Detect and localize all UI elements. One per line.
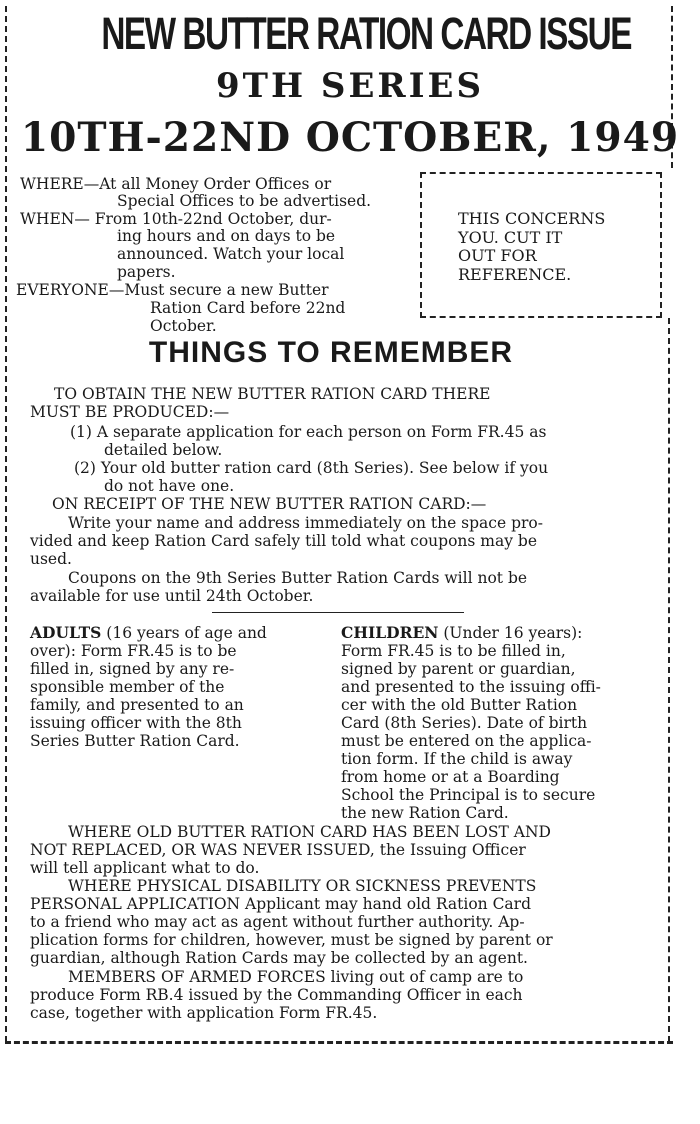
adults-column — [30, 624, 267, 750]
left-border-rule — [5, 6, 7, 1042]
notice-line: YOU. CUT IT — [458, 227, 563, 247]
receipt-line: Coupons on the 9th Series Butter Ration Cards will not be — [68, 569, 528, 587]
children-line: from home or at a Boarding — [341, 768, 560, 786]
headline-series: 9TH SERIES — [215, 66, 485, 106]
adults-line: issuing officer with the 8th — [30, 714, 242, 732]
adults-lead: ADULTS — [30, 623, 102, 642]
obtain-line: TO OBTAIN THE NEW BUTTER RATION CARD THERE — [54, 385, 491, 403]
receipt-line: used. — [30, 550, 72, 568]
everyone-line: EVERYONE—Must secure a new Butter — [16, 281, 329, 299]
when-line: WHEN— From 10th-22nd October, dur- — [20, 210, 332, 228]
when-line: ing hours and on days to be — [117, 227, 336, 245]
obtain-line: MUST BE PRODUCED:— — [30, 403, 230, 421]
disability-line: PERSONAL APPLICATION Applicant may hand old Ration Card — [30, 895, 532, 913]
children-line: Form FR.45 is to be filled in, — [341, 642, 566, 660]
children-line: must be entered on the applica- — [341, 732, 592, 750]
receipt-line: available for use until 24th October. — [30, 587, 314, 605]
where-line: Special Offices to be advertised. — [117, 192, 372, 210]
when-line: papers. — [117, 263, 176, 281]
armed-line: case, together with application Form FR.45. — [30, 1004, 378, 1022]
headline-dates: 10TH-22ND OCTOBER, 1949 — [20, 114, 680, 161]
notice-box — [420, 172, 662, 318]
lost-line: NOT REPLACED, OR WAS NEVER ISSUED, the Issuing Officer — [30, 841, 526, 859]
disability-line: guardian, although Ration Cards may be collected by an agent. — [30, 949, 528, 967]
children-line: signed by parent or guardian, — [341, 660, 576, 678]
receipt-line: vided and keep Ration Card safely till told what coupons may be — [30, 532, 537, 550]
adults-line: sponsible member of the — [30, 678, 225, 696]
where-line: WHERE—At all Money Order Offices or — [20, 175, 332, 193]
disability-line: to a friend who may act as agent without further authority. Ap- — [30, 913, 525, 931]
when-line: announced. Watch your local — [117, 245, 345, 263]
children-line: the new Ration Card. — [341, 804, 509, 822]
obtain-item: do not have one. — [104, 477, 235, 495]
children-lead: CHILDREN — [341, 623, 439, 642]
receipt-line: Write your name and address immediately on the space pro- — [68, 514, 543, 532]
section-title: THINGS TO REMEMBER — [148, 336, 514, 369]
children-line: School the Principal is to secure — [341, 786, 596, 804]
children-column — [341, 624, 601, 822]
children-line: tion form. If the child is away — [341, 750, 573, 768]
section-divider — [212, 612, 464, 613]
adults-line: over): Form FR.45 is to be — [30, 642, 237, 660]
everyone-line: October. — [150, 317, 217, 335]
notice-line: OUT FOR — [458, 246, 537, 265]
receipt-heading: ON RECEIPT OF THE NEW BUTTER RATION CARD:— — [52, 495, 487, 513]
obtain-item: (1) A separate application for each person on Form FR.45 as — [70, 423, 547, 441]
children-line: Card (8th Series). Date of birth — [341, 714, 588, 732]
children-line: and presented to the issuing offi- — [341, 678, 601, 696]
lost-line: will tell applicant what to do. — [30, 859, 260, 877]
everyone-line: Ration Card before 22nd — [150, 299, 346, 317]
children-line: (Under 16 years): — [438, 624, 583, 642]
adults-line: Series Butter Ration Card. — [30, 732, 240, 750]
headline-title: NEW BUTTER RATION CARD ISSUE — [101, 8, 631, 59]
children-line: cer with the old Butter Ration — [341, 696, 578, 714]
adults-line: family, and presented to an — [30, 696, 244, 714]
obtain-item: (2) Your old butter ration card (8th Series). See below if you — [74, 459, 549, 477]
armed-line: produce Form RB.4 issued by the Commanding Officer in each — [30, 986, 523, 1004]
adults-line: filled in, signed by any re- — [30, 660, 235, 678]
notice-line: REFERENCE. — [458, 264, 572, 284]
armed-line: MEMBERS OF ARMED FORCES living out of camp are to — [68, 968, 524, 986]
adults-line: (16 years of age and — [101, 624, 267, 642]
notice-line: THIS CONCERNS — [458, 209, 606, 228]
bottom-border-rule — [5, 1041, 673, 1044]
disability-line: plication forms for children, however, must be signed by parent or — [30, 931, 553, 949]
right-border-rule-lower — [668, 318, 670, 1042]
disability-line: WHERE PHYSICAL DISABILITY OR SICKNESS PREVENTS — [68, 877, 537, 895]
lost-line: WHERE OLD BUTTER RATION CARD HAS BEEN LOST AND — [68, 823, 551, 841]
obtain-item: detailed below. — [104, 441, 223, 459]
